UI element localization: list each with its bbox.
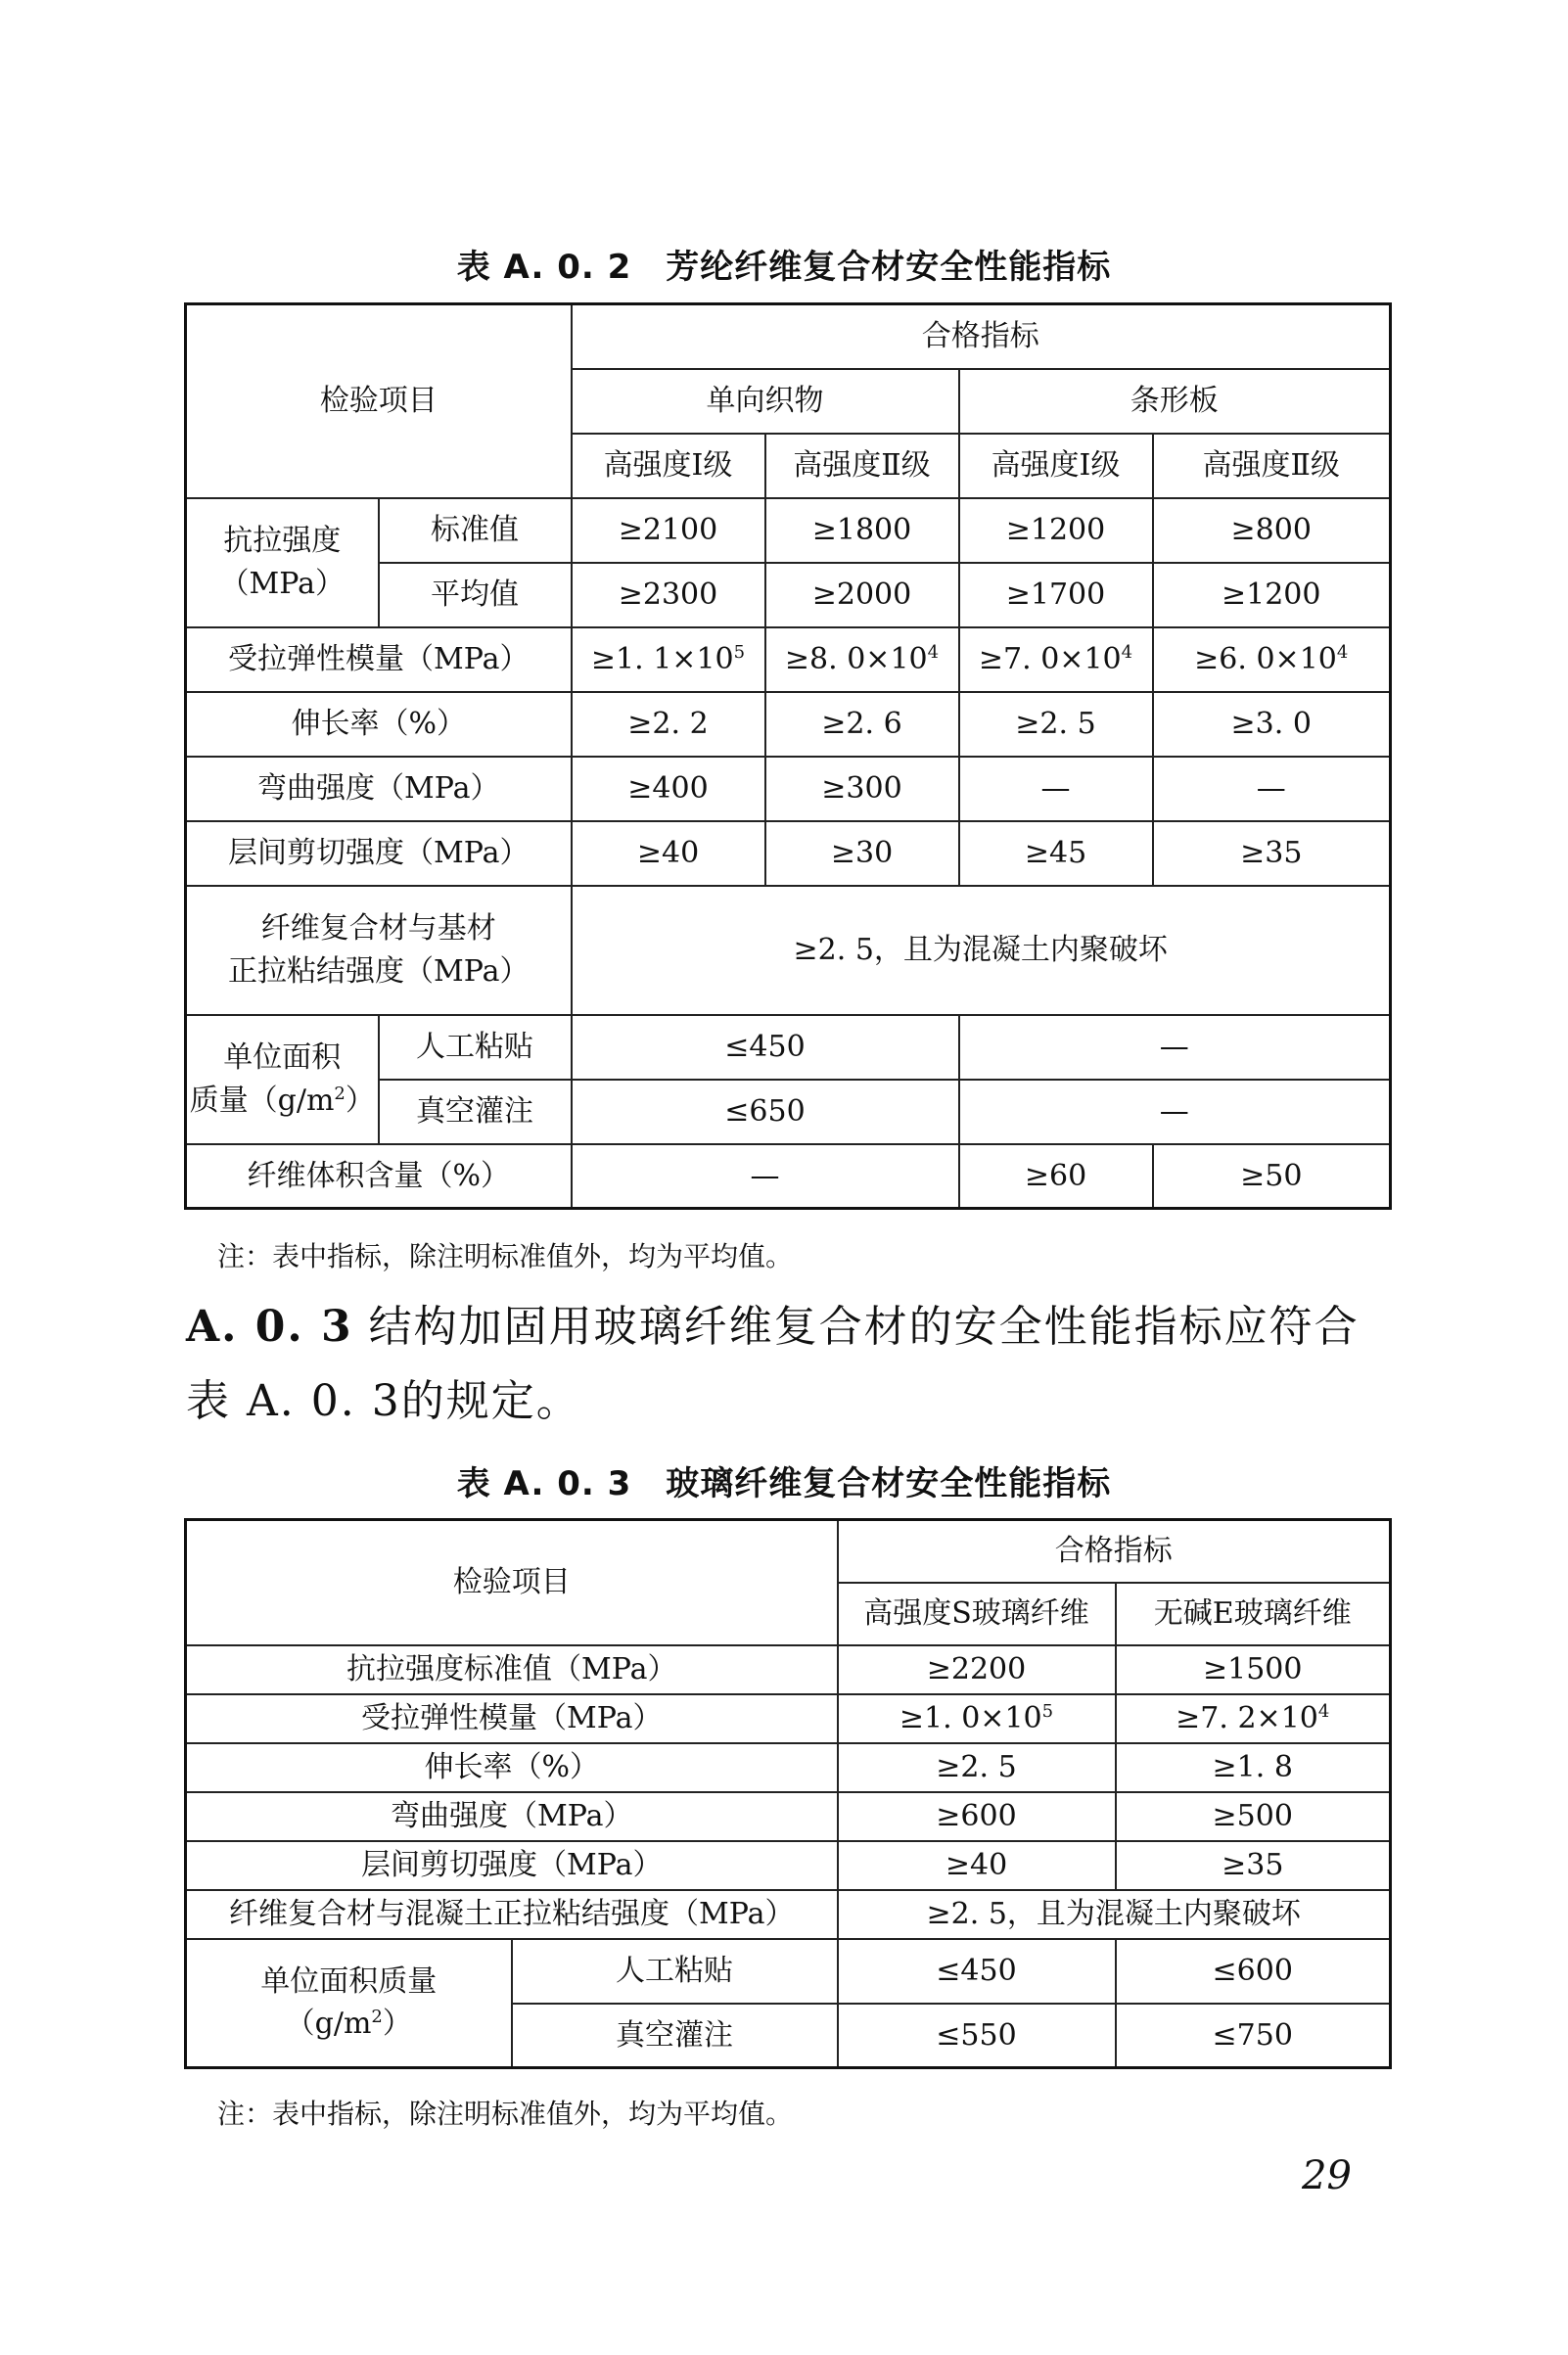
header-group: 合格指标 [838, 1520, 1391, 1583]
header-e-glass: 无碱E玻璃纤维 [1116, 1583, 1391, 1645]
table-cell: ≥40 [572, 821, 765, 886]
clause-paragraph [186, 1290, 1390, 1439]
mass-unit-suffix: ） [382, 2007, 412, 2042]
table-cell: ≥2. 6 [765, 692, 959, 757]
std-value-label: 标准值 [379, 498, 572, 563]
table-cell: ≥40 [838, 1841, 1116, 1890]
table-cell: ≥1500 [1116, 1645, 1391, 1694]
table2-note: 注：表中指标，除注明标准值外，均为平均值。 [217, 2098, 794, 2130]
modulus-exponent: 5 [733, 641, 746, 663]
mass-label [186, 1015, 379, 1144]
table-cell [572, 627, 765, 692]
table-cell: ≥1200 [1153, 563, 1391, 627]
table-cell: ≥800 [1153, 498, 1391, 563]
table-cell: ≥3. 0 [1153, 692, 1391, 757]
table-cell: ≥30 [765, 821, 959, 886]
mass-label-line1: 单位面积质量 [260, 1963, 438, 1999]
table-cell: ≥1. 8 [1116, 1743, 1391, 1792]
tensile-label [186, 498, 379, 627]
table-cell: — [1153, 757, 1391, 821]
modulus-label: 受拉弹性模量（MPa） [186, 1694, 838, 1743]
table-cell: ≥2200 [838, 1645, 1116, 1694]
table-cell: ≤550 [838, 2004, 1116, 2068]
mass-label-line2 [187, 1080, 378, 1123]
table-cell [838, 1694, 1116, 1743]
table2-caption: 表 A. 0. 3 玻璃纤维复合材安全性能指标 [456, 1464, 1112, 1503]
table-cell: ≤450 [572, 1015, 959, 1080]
header-unidirectional: 单向织物 [572, 369, 959, 434]
shear-label: 层间剪切强度（MPa） [186, 821, 572, 886]
table-cell: ≥2. 2 [572, 692, 765, 757]
table-cell: ≥1700 [959, 563, 1153, 627]
row-label: 层间剪切强度（MPa） [186, 1841, 838, 1890]
table-cell: ≤650 [572, 1080, 959, 1144]
mass-label [186, 1939, 512, 2068]
table-cell: ≥1800 [765, 498, 959, 563]
table-cell: ≥35 [1116, 1841, 1391, 1890]
table1-caption: 表 A. 0. 2 芳纶纤维复合材安全性能指标 [456, 248, 1112, 287]
table-cell [765, 627, 959, 692]
table-cell: ≥600 [838, 1792, 1116, 1841]
modulus-mantissa: ≥6. 0×10 [1194, 641, 1337, 676]
header-grade: 高强度Ⅱ级 [1153, 434, 1391, 498]
mass-unit-prefix: 质量（g/m [189, 1083, 335, 1118]
modulus-exponent: 5 [1041, 1700, 1054, 1722]
page-number: 29 [1302, 2153, 1352, 2198]
row-label: 抗拉强度标准值（MPa） [186, 1645, 838, 1694]
table1-note: 注：表中指标，除注明标准值外，均为平均值。 [217, 1240, 794, 1272]
bond-value: ≥2. 5，且为混凝土内聚破坏 [572, 886, 1391, 1015]
modulus-exponent: 4 [927, 641, 940, 663]
mass-label-line1: 单位面积 [223, 1040, 342, 1075]
modulus-exponent: 4 [1336, 641, 1349, 663]
table-cell: ≥45 [959, 821, 1153, 886]
clause-text: 结构加固用玻璃纤维复合材的安全性能指标应符合表 A. 0. 3的规定。 [186, 1302, 1360, 1426]
table-glass [184, 1518, 1392, 2069]
header-plate: 条形板 [959, 369, 1391, 434]
table-cell: — [959, 757, 1153, 821]
tensile-label-line1: 抗拉强度 [223, 524, 342, 558]
table-cell: ≤450 [838, 1939, 1116, 2004]
header-grade: 高强度Ⅱ级 [765, 434, 959, 498]
bond-value: ≥2. 5，且为混凝土内聚破坏 [838, 1890, 1391, 1939]
elongation-label: 伸长率（%） [186, 692, 572, 757]
table-cell: ≥35 [1153, 821, 1391, 886]
table-aramid [184, 302, 1392, 1210]
table-cell: ≤600 [1116, 1939, 1391, 2004]
table-cell: ≥1200 [959, 498, 1153, 563]
bending-label: 弯曲强度（MPa） [186, 757, 572, 821]
mass-unit-exponent: 2 [371, 2007, 383, 2028]
volume-label: 纤维体积含量（%） [186, 1144, 572, 1209]
bond-label: 纤维复合材与混凝土正拉粘结强度（MPa） [186, 1890, 838, 1939]
mass-unit-prefix: （g/m [285, 2007, 372, 2042]
modulus-mantissa: ≥7. 2×10 [1176, 1700, 1318, 1735]
header-grade: 高强度Ⅰ级 [959, 434, 1153, 498]
row-label: 伸长率（%） [186, 1743, 838, 1792]
vacuum-label: 真空灌注 [512, 2004, 838, 2068]
mass-unit-exponent: 2 [334, 1083, 346, 1104]
table-cell: ≥2300 [572, 563, 765, 627]
table-cell: ≥300 [765, 757, 959, 821]
table-cell: ≥60 [959, 1144, 1153, 1209]
modulus-label: 受拉弹性模量（MPa） [186, 627, 572, 692]
table-cell: ≥2. 5 [959, 692, 1153, 757]
manual-label: 人工粘贴 [512, 1939, 838, 2004]
table-cell: ≥400 [572, 757, 765, 821]
bond-label-line1: 纤维复合材与基材 [260, 911, 496, 946]
header-grade: 高强度Ⅰ级 [572, 434, 765, 498]
modulus-exponent: 4 [1121, 641, 1133, 663]
table-cell: ≥2100 [572, 498, 765, 563]
clause-number: A. 0. 3 [186, 1302, 353, 1352]
table-cell: ≥2. 5 [838, 1743, 1116, 1792]
header-item: 检验项目 [186, 1520, 838, 1645]
bond-label-line2: 正拉粘结强度（MPa） [228, 953, 530, 989]
table-cell: ≥2000 [765, 563, 959, 627]
bond-label [186, 886, 572, 1015]
header-group: 合格指标 [572, 304, 1391, 369]
vacuum-label: 真空灌注 [379, 1080, 572, 1144]
mass-unit-suffix: ） [345, 1083, 375, 1118]
table-cell: ≥500 [1116, 1792, 1391, 1841]
table-cell: ≤750 [1116, 2004, 1391, 2068]
table-cell: ≥50 [1153, 1144, 1391, 1209]
header-s-glass: 高强度S玻璃纤维 [838, 1583, 1116, 1645]
table-cell: — [572, 1144, 959, 1209]
table-cell: — [959, 1080, 1391, 1144]
table-cell: — [959, 1015, 1391, 1080]
modulus-mantissa: ≥7. 0×10 [978, 641, 1122, 676]
table-cell [1153, 627, 1391, 692]
table-cell [1116, 1694, 1391, 1743]
header-item: 检验项目 [186, 304, 572, 498]
mass-label-line2 [187, 2003, 511, 2046]
table-cell [959, 627, 1153, 692]
modulus-exponent: 4 [1317, 1700, 1330, 1722]
avg-value-label: 平均值 [379, 563, 572, 627]
manual-label: 人工粘贴 [379, 1015, 572, 1080]
tensile-label-line2: （MPa） [219, 566, 345, 601]
modulus-mantissa: ≥8. 0×10 [784, 641, 928, 676]
modulus-mantissa: ≥1. 0×10 [899, 1700, 1042, 1735]
modulus-mantissa: ≥1. 1×10 [590, 641, 734, 676]
row-label: 弯曲强度（MPa） [186, 1792, 838, 1841]
